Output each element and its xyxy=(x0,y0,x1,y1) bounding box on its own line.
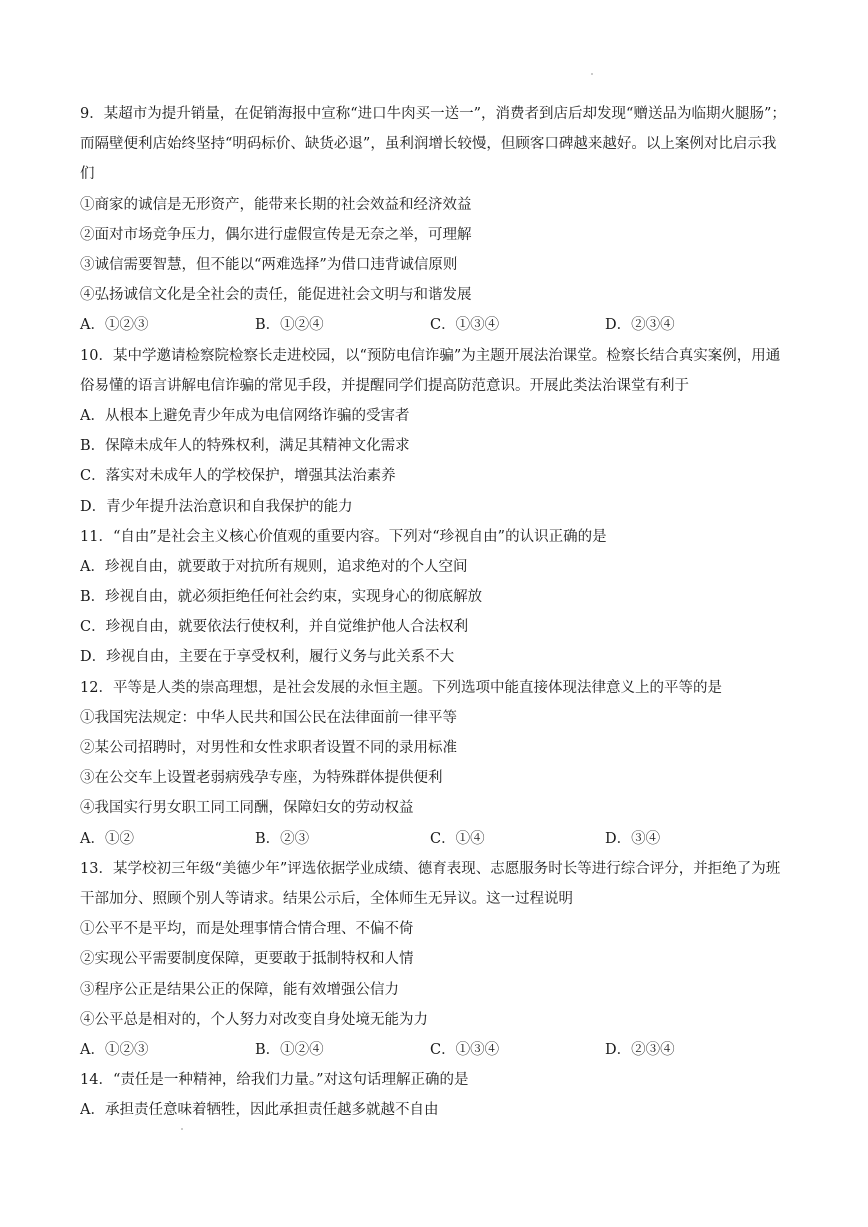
question-stem: 10．某中学邀请检察院检察长走进校园，以“预防电信诈骗”为主题开展法治课堂。检察长结合真实案例，用通俗易懂的语言讲解电信诈骗的常见手段，并提醒同学们提高防范意识。开展此类法治课堂有利于 xyxy=(80,347,781,394)
answer-options xyxy=(80,310,790,340)
option-a: A．①②③ xyxy=(80,317,149,334)
option-b: B．②③ xyxy=(255,830,310,847)
choice-c: C．落实对未成年人的学校保护，增强其法治素养 xyxy=(80,468,396,485)
question-13 xyxy=(80,854,790,1065)
choice-a: A．从根本上避免青少年成为电信网络诈骗的受害者 xyxy=(80,407,410,424)
question-list xyxy=(80,99,790,1126)
option-d: D．②③④ xyxy=(605,317,675,334)
choice-b: B．珍视自由，就必须拒绝任何社会约束，实现身心的彻底解放 xyxy=(80,589,483,606)
statement-item: ①商家的诚信是无形资产，能带来长期的社会效益和经济效益 xyxy=(80,196,472,213)
scan-speck xyxy=(591,73,593,75)
choice-a: A．珍视自由，就要敢于对抗所有规则，追求绝对的个人空间 xyxy=(80,558,468,575)
statement-item: ③程序公正是结果公正的保障，能有效增强公信力 xyxy=(80,981,399,998)
answer-options xyxy=(80,824,790,854)
option-b: B．①②④ xyxy=(255,1041,324,1058)
option-a: A．①② xyxy=(80,830,134,847)
answer-options xyxy=(80,1035,790,1065)
statement-item: ④公平总是相对的，个人努力对改变自身处境无能为力 xyxy=(80,1011,428,1028)
choice-c: C．珍视自由，就要依法行使权利，并自觉维护他人合法权利 xyxy=(80,619,469,636)
choice-d: D．珍视自由，主要在于享受权利，履行义务与此关系不大 xyxy=(80,649,455,666)
statement-item: ②实现公平需要制度保障，更要敢于抵制特权和人情 xyxy=(80,951,414,968)
statement-item: ①我国宪法规定：中华人民共和国公民在法律面前一律平等 xyxy=(80,709,457,726)
statement-item: ①公平不是平均，而是处理事情合情合理、不偏不倚 xyxy=(80,921,414,938)
question-stem: 13．某学校初三年级“美德少年”评选依据学业成绩、德育表现、志愿服务时长等进行综合评分，并拒绝了为班干部加分、照顾个别人等请求。结果公示后，全体师生无异议。这一过程说明 xyxy=(80,860,781,907)
option-c: C．①③④ xyxy=(430,1041,500,1058)
question-stem: 9．某超市为提升销量，在促销海报中宣称“进口牛肉买一送一”，消费者到店后却发现“赠送品为临期火腿肠”；而隔壁便利店始终坚持“明码标价、缺货必退”，虽利润增长较慢，但顾客口碑越来越好。以上案例对比启示我们 xyxy=(80,106,786,183)
choice-d: D．青少年提升法治意识和自我保护的能力 xyxy=(80,498,353,515)
scan-speck xyxy=(181,1128,183,1130)
option-c: C．①④ xyxy=(430,830,485,847)
choice-b: B．保障未成年人的特殊权利，满足其精神文化需求 xyxy=(80,438,410,455)
option-d: D．③④ xyxy=(605,830,661,847)
option-a: A．①②③ xyxy=(80,1041,149,1058)
option-d: D．②③④ xyxy=(605,1041,675,1058)
statement-item: ④我国实行男女职工同工同酬，保障妇女的劳动权益 xyxy=(80,800,414,817)
statement-item: ③诚信需要智慧，但不能以“两难选择”为借口违背诚信原则 xyxy=(80,256,458,273)
question-11 xyxy=(80,522,790,673)
question-stem: 14．“责任是一种精神，给我们力量。”对这句话理解正确的是 xyxy=(80,1072,469,1089)
option-b: B．①②④ xyxy=(255,317,324,334)
question-stem: 12．平等是人类的崇高理想，是社会发展的永恒主题。下列选项中能直接体现法律意义上的平等的是 xyxy=(80,679,722,696)
question-9 xyxy=(80,99,790,341)
choice-a: A．承担责任意味着牺牲，因此承担责任越多就越不自由 xyxy=(80,1102,439,1119)
statement-item: ③在公交车上设置老弱病残孕专座，为特殊群体提供便利 xyxy=(80,770,443,787)
question-14 xyxy=(80,1065,790,1125)
statement-item: ②某公司招聘时，对男性和女性求职者设置不同的录用标准 xyxy=(80,740,457,757)
option-c: C．①③④ xyxy=(430,317,500,334)
question-stem: 11．“自由”是社会主义核心价值观的重要内容。下列对“珍视自由”的认识正确的是 xyxy=(80,528,607,545)
statement-item: ④弘扬诚信文化是全社会的责任，能促进社会文明与和谐发展 xyxy=(80,287,472,304)
question-10 xyxy=(80,341,790,522)
statement-item: ②面对市场竞争压力，偶尔进行虚假宣传是无奈之举，可理解 xyxy=(80,226,472,243)
question-12 xyxy=(80,673,790,854)
